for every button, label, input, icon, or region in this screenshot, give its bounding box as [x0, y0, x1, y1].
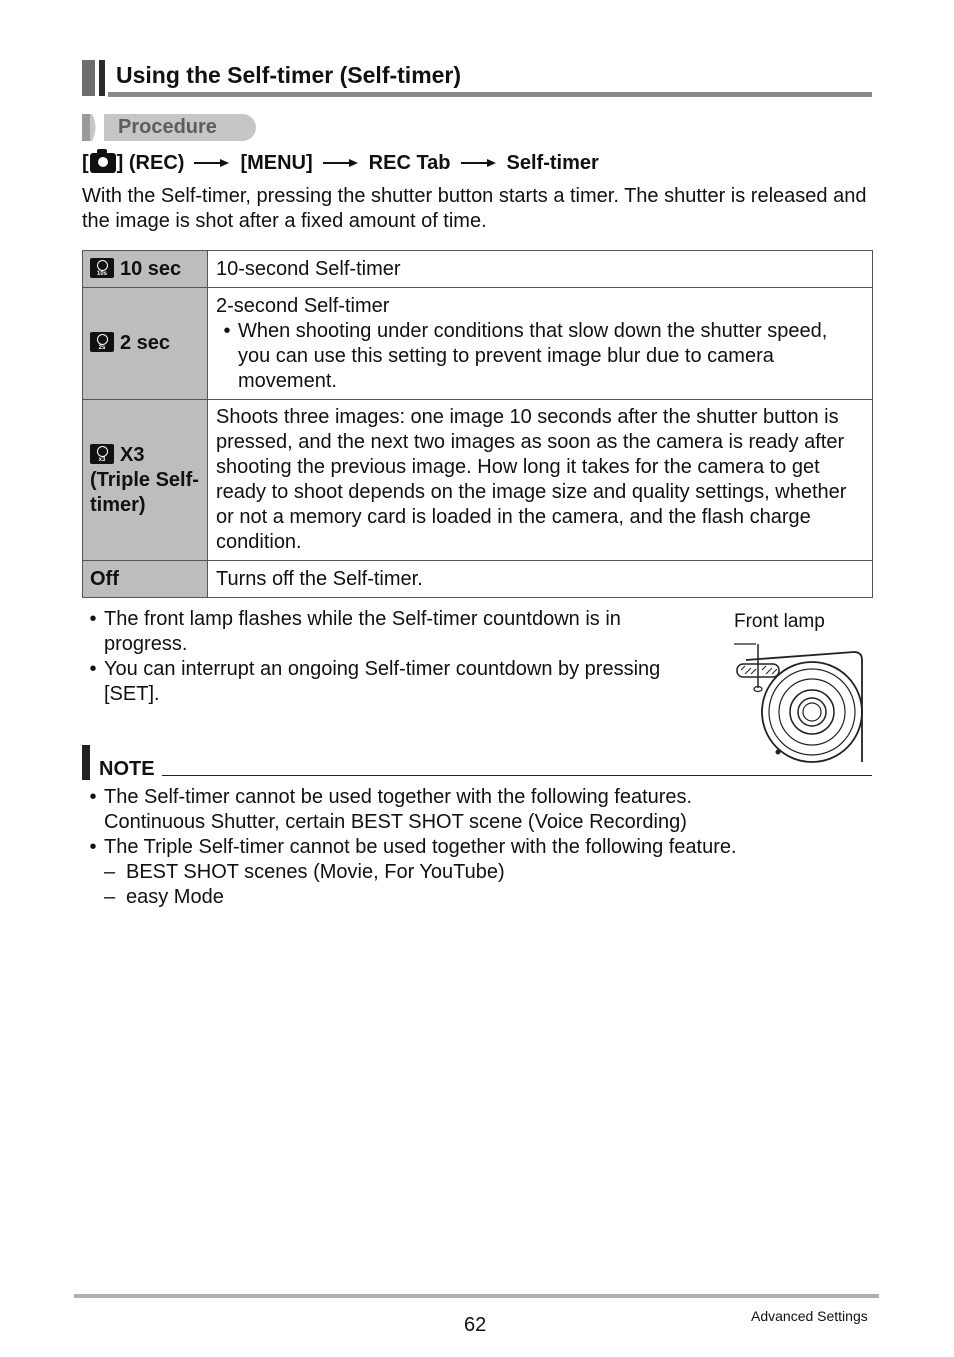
table-value-cell: Shoots three images: one image 10 seconds after the shutter button is pressed, and the next two images as soon as the camera is ready after shooting the previous image. How long it takes for the camera to get ready to shoot depends on the image size and quality settings, whether or not a memory card is loaded in the camera, and the flash charge condition.	[208, 400, 873, 561]
note-list	[82, 785, 872, 910]
table-row	[83, 288, 873, 400]
list-item: • You can interrupt an ongoing Self-timer countdown by pressing [SET].	[89, 658, 661, 705]
list-item: • The Triple Self-timer cannot be used together with the following feature.	[89, 836, 737, 858]
table-key-cell: 10s 10 sec	[83, 251, 208, 288]
arrow-right-icon	[194, 158, 230, 168]
note-marker	[82, 745, 90, 780]
footer-section-label: Advanced Settings	[751, 1308, 868, 1324]
table-value-cell	[208, 288, 873, 400]
camera-icon	[90, 153, 116, 173]
note-label: NOTE	[99, 758, 155, 780]
arrow-right-icon	[461, 158, 497, 168]
camera-front-illustration	[726, 630, 866, 764]
page-number: 62	[464, 1314, 487, 1336]
table-key-cell: x3 X3 (Triple Self-timer)	[83, 400, 208, 561]
self-timer-x3-icon: x3	[90, 444, 114, 464]
path-open-bracket: [	[82, 151, 89, 174]
bullet-list	[82, 607, 662, 707]
menu-path	[82, 150, 599, 176]
path-menu: [MENU]	[240, 151, 313, 174]
table-row	[83, 561, 873, 598]
table-key-cell: 2s 2 sec	[83, 288, 208, 400]
intro-paragraph: With the Self-timer, pressing the shutter button starts a timer. The shutter is released and the image is shot after a fixed amount of time.	[82, 185, 867, 232]
path-rec-tab: REC Tab	[368, 151, 451, 174]
self-timer-10s-icon: 10s	[90, 258, 114, 278]
note-rule	[162, 775, 872, 776]
list-subitem: – BEST SHOT scenes (Movie, For YouTube)	[104, 861, 505, 883]
table-key-cell: Off	[83, 561, 208, 598]
section-header-rule	[108, 92, 872, 97]
procedure-tab-icon	[82, 114, 104, 141]
table-value-cell: 10-second Self-timer	[208, 251, 873, 288]
front-lamp-label: Front lamp	[734, 611, 825, 632]
list-subitem: – easy Mode	[104, 886, 224, 908]
footer-rule	[74, 1294, 879, 1298]
section-title: Using the Self-timer (Self-timer)	[116, 62, 462, 88]
list-item: • The Self-timer cannot be used together with the following features. Continuous Shutter, certain BEST SHOT scene (Voice Recording)	[89, 786, 693, 833]
arrow-right-icon	[323, 158, 359, 168]
list-item: • The front lamp flashes while the Self-timer countdown is in progress.	[89, 608, 621, 655]
table-value-bullet: • When shooting under conditions that slow down the shutter speed, you can use this setting to prevent image blur due to camera movement.	[223, 319, 828, 392]
self-timer-2s-icon: 2s	[90, 332, 114, 352]
self-timer-settings-table	[82, 250, 873, 598]
table-value-cell: Turns off the Self-timer.	[208, 561, 873, 598]
path-rec: ] (REC)	[116, 151, 185, 174]
section-header-marker	[82, 60, 112, 96]
procedure-label: Procedure	[118, 116, 217, 138]
table-row	[83, 251, 873, 288]
table-value-text: 2-second Self-timer	[216, 294, 390, 317]
table-row	[83, 400, 873, 561]
path-self-timer: Self-timer	[506, 151, 599, 174]
